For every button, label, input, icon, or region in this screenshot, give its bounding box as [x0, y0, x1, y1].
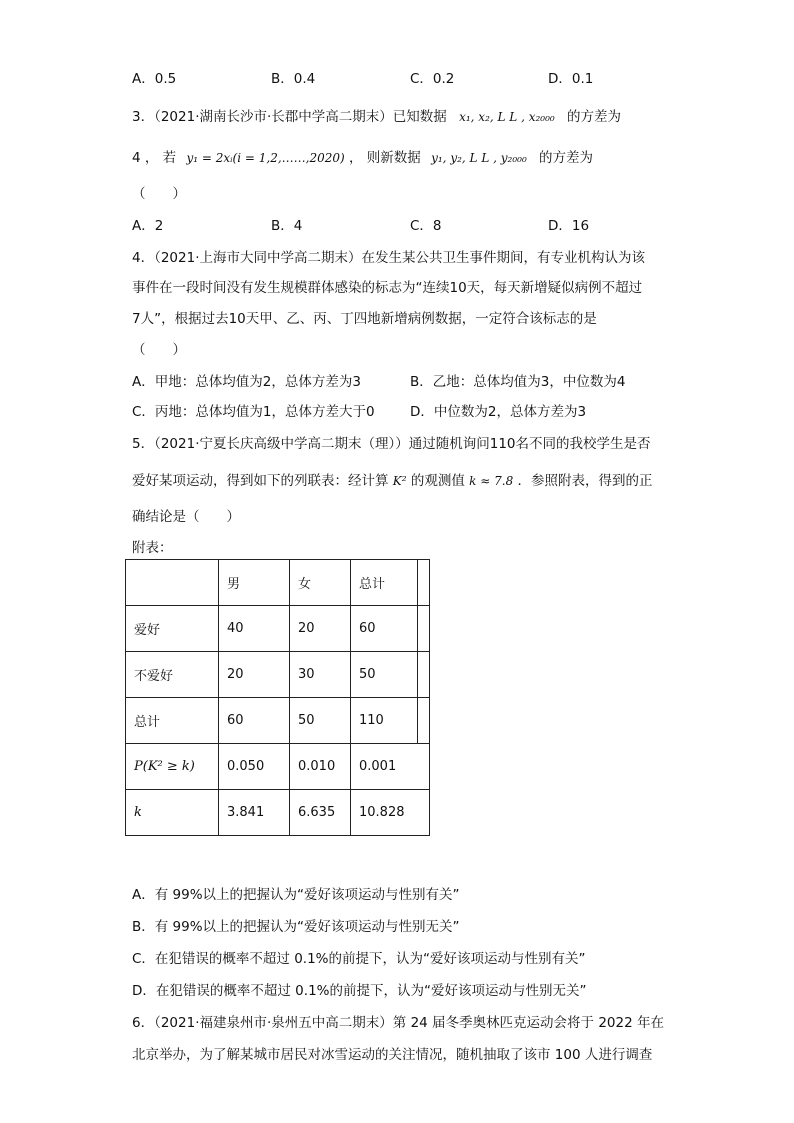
table-cell: 60	[351, 606, 418, 652]
q5-text-c: ．参照附表，得到的正	[517, 473, 653, 489]
q3-formula: y₁ = 2xᵢ(i = 1,2,……,2020)	[186, 151, 345, 165]
q3-option-c: C．8	[410, 218, 442, 234]
q5-option-a: A．有 99%以上的把握认为“爱好该项运动与性别有关”	[132, 887, 460, 903]
q5-line2	[132, 469, 653, 489]
q3-option-d: D．16	[548, 218, 590, 234]
q5-option-c: C．在犯错误的概率不超过 0.1%的前提下，认为“爱好该项运动与性别有关”	[132, 951, 586, 967]
q5-line3: 确结论是（ ）	[132, 509, 240, 525]
table-cell: 0.010	[290, 744, 351, 790]
table-cell-empty	[418, 652, 430, 698]
table-cell: k	[126, 790, 219, 836]
q2-option-b: B．0.4	[271, 71, 316, 87]
table-cell: 40	[219, 606, 290, 652]
q5-text-b: 的观测值	[410, 473, 465, 489]
table-row	[126, 698, 430, 744]
q5-appendix-label: 附表：	[132, 540, 173, 556]
q2-option-c: C．0.2	[410, 71, 455, 87]
q2-option-a: A．0.5	[132, 71, 177, 87]
table-cell-empty	[418, 606, 430, 652]
table-cell: 20	[219, 652, 290, 698]
contingency-table	[125, 559, 430, 836]
q4-option-c: C．丙地：总体均值为1，总体方差大于0	[132, 404, 375, 420]
table-cell: 110	[351, 698, 418, 744]
table-cell	[126, 560, 219, 606]
table-cell-empty	[418, 560, 430, 606]
table-cell: 总计	[351, 560, 418, 606]
q3-line1	[132, 105, 621, 125]
table-cell: 女	[290, 560, 351, 606]
q3-text-c: ， 则新数据	[349, 150, 421, 166]
q3-data-y: y₁, y₂, L L , y₂₀₀₀	[431, 151, 527, 165]
table-cell: 20	[290, 606, 351, 652]
table-cell: 3.841	[219, 790, 290, 836]
table-row	[126, 744, 430, 790]
q5-option-b: B．有 99%以上的把握认为“爱好该项运动与性别无关”	[132, 919, 460, 935]
q5-option-d: D．在犯错误的概率不超过 0.1%的前提下，认为“爱好该项运动与性别无关”	[132, 983, 587, 999]
table-cell: 50	[351, 652, 418, 698]
q3-text-b: 4 ， 若	[132, 150, 177, 166]
table-cell: 男	[219, 560, 290, 606]
table-row	[126, 790, 430, 836]
table-cell: 0.050	[219, 744, 290, 790]
q6-line2: 北京举办，为了解某城市居民对冰雪运动的关注情况，随机抽取了该市 100 人进行调查	[132, 1047, 653, 1063]
q3-option-a: A．2	[132, 218, 164, 234]
table-cell: 爱好	[126, 606, 219, 652]
q2-option-d: D．0.1	[548, 71, 594, 87]
q3-text-d: 的方差为	[539, 150, 594, 166]
q3-line2	[132, 146, 593, 166]
table-cell-empty	[418, 698, 430, 744]
table-row	[126, 606, 430, 652]
q4-paren: （ ）	[132, 342, 186, 358]
table-cell: 6.635	[290, 790, 351, 836]
q3-data-x: x₁, x₂, L L , x₂₀₀₀	[459, 110, 555, 124]
table-cell: P(K² ≥ k)	[126, 744, 219, 790]
table-row	[126, 652, 430, 698]
table-cell: 10.828	[351, 790, 430, 836]
q5-k-approx: k ≈ 7.8	[469, 474, 514, 488]
q4-line3: 7人”，根据过去10天甲、乙、丙、丁四地新增病例数据，一定符合该标志的是	[132, 311, 597, 327]
q4-option-b: B．乙地：总体均值为3，中位数为4	[410, 374, 626, 390]
q4-option-a: A．甲地：总体均值为2，总体方差为3	[132, 374, 361, 390]
q3-text-a: 的方差为	[567, 109, 622, 125]
table-cell: 0.001	[351, 744, 430, 790]
table-row	[126, 560, 430, 606]
table-cell: 总计	[126, 698, 219, 744]
q5-text-a: 爱好某项运动，得到如下的列联表：经计算	[132, 473, 389, 489]
q3-option-b: B．4	[271, 218, 303, 234]
q5-line1: 5．（2021·宁夏长庆高级中学高二期末（理））通过随机询问110名不同的我校学生是否	[132, 436, 651, 452]
table-cell: 30	[290, 652, 351, 698]
q5-k-squared: K²	[392, 474, 407, 488]
q3-number: 3．	[132, 109, 155, 125]
q4-option-d: D．中位数为2，总体方差为3	[410, 404, 587, 420]
q4-line1: 4．（2021·上海市大同中学高二期末）在发生某公共卫生事件期间，有专业机构认为该	[132, 250, 645, 266]
q3-source: （2021·湖南长沙市·长郡中学高二期末）已知数据	[154, 109, 447, 125]
q4-line2: 事件在一段时间没有发生规模群体感染的标志为“连续10天，每天新增疑似病例不超过	[132, 280, 643, 296]
table-cell: 不爱好	[126, 652, 219, 698]
q3-paren: （ ）	[132, 186, 186, 202]
table-cell: 50	[290, 698, 351, 744]
table-cell: 60	[219, 698, 290, 744]
q6-line1: 6．（2021·福建泉州市·泉州五中高二期末）第 24 届冬季奥林匹克运动会将于 2022 年在	[132, 1015, 664, 1031]
